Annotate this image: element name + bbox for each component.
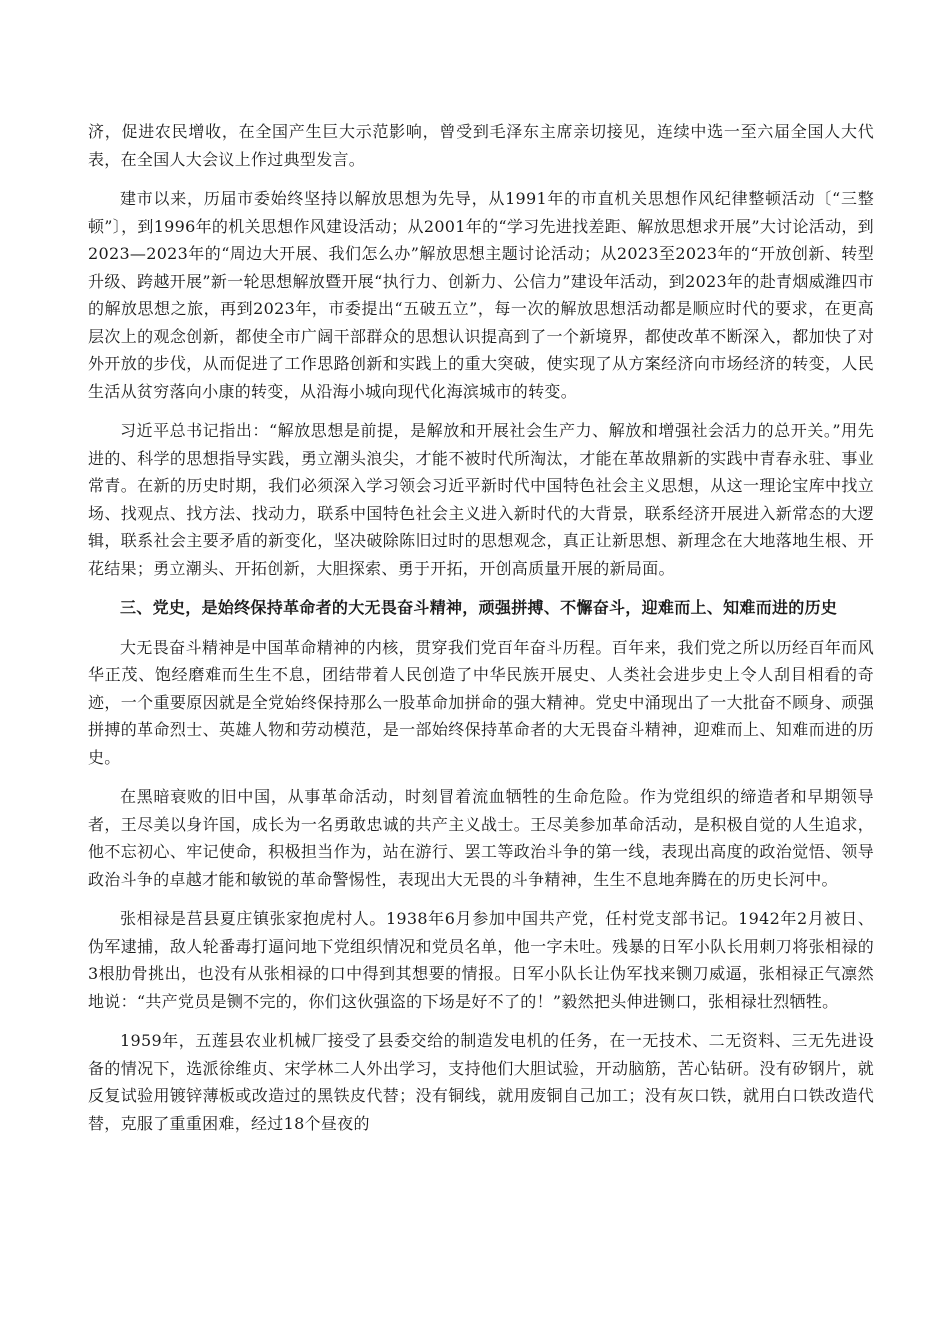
paragraph: 济，促进农民增收，在全国产生巨大示范影响，曾受到毛泽东主席亲切接见，连续中选一至六届全国人大代表，在全国人大会议上作过典型发言。 bbox=[88, 122, 874, 169]
document-page bbox=[88, 118, 874, 1149]
paragraph: 大无畏奋斗精神是中国革命精神的内核，贯穿我们党百年奋斗历程。百年来，我们党之所以历经百年而风华正茂、饱经磨难而生生不息，团结带着人民创造了中华民族开展史、人类社会进步史上令人刮目相看的奇迹，一个重要原因就是全党始终保持那么一股革命加拼命的强大精神。党史中涌现出了一大批奋不顾身、顽强拼搏的革命烈士、英雄人物和劳动模范，是一部始终保持革命者的大无畏奋斗精神，迎难而上、知难而进的历史。 bbox=[88, 637, 874, 767]
paragraph: 习近平总书记指出：“解放思想是前提，是解放和开展社会生产力、解放和增强社会活力的总开关。”用先进的、科学的思想指导实践，勇立潮头浪尖，才能不被时代所淘汰，才能在革故鼎新的实践中青春永驻、事业常青。在新的历史时期，我们必须深入学习领会习近平新时代中国特色社会主义思想，从这一理论宝库中找立场、找观点、找方法、找动力，联系中国特色社会主义进入新时代的大背景，联系经济开展进入新常态的大逻辑，联系社会主要矛盾的新变化，坚决破除陈旧过时的思想观念，真正让新思想、新理念在大地落地生根、开花结果；勇立潮头、开拓创新，大胆探索、勇于开拓，开创高质量开展的新局面。 bbox=[88, 421, 874, 578]
paragraph: 1959年，五莲县农业机械厂接受了县委交给的制造发电机的任务，在一无技术、二无资料、三无先进设备的情况下，选派徐维贞、宋学林二人外出学习，支持他们大胆试验，开动脑筋，苦心钻研。没有矽钢片，就反复试验用镀锌薄板或改造过的黑铁皮代替；没有铜线，就用废铜自己加工；没有灰口铁，就用白口铁改造代替，克服了重重困难，经过18个昼夜的 bbox=[88, 1031, 874, 1133]
paragraph: 建市以来，历届市委始终坚持以解放思想为先导，从1991年的市直机关思想作风纪律整顿活动〔“三整顿”〕，到1996年的机关思想作风建设活动；从2001年的“学习先进找差距、解放思想求开展”大讨论活动，到2023—2023年的“周边大开展、我们怎么办”解放思想主题讨论活动；从2023至2023年的“开放创新、转型升级、跨越开展”新一轮思想解放暨开展“执行力、创新力、公信力”建设年活动，到2023年的赴青烟威潍四市的解放思想之旅，再到2023年，市委提出“五破五立”，每一次的解放思想活动都是顺应时代的要求，在更高层次上的观念创新，都使全市广阔干部群众的思想认识提高到了一个新境界，都使改革不断深入，都加快了对外开放的步伐，从而促进了工作思路创新和实践上的重大突破，使实现了从方案经济向市场经济的转变，人民生活从贫穷落向小康的转变，从沿海小城向现代化海滨城市的转变。 bbox=[88, 189, 874, 401]
paragraph: 在黑暗衰败的旧中国，从事革命活动，时刻冒着流血牺牲的生命危险。作为党组织的缔造者和早期领导者，王尽美以身许国，成长为一名勇敢忠诚的共产主义战士。王尽美参加革命活动，是积极自觉的人生追求，他不忘初心、牢记使命，积极担当作为，站在游行、罢工等政治斗争的第一线，表现出高度的政治觉悟、领导政治斗争的卓越才能和敏锐的革命警惕性，表现出大无畏的斗争精神，生生不息地奔腾在的历史长河中。 bbox=[88, 787, 874, 889]
section-heading: 三、党史，是始终保持革命者的大无畏奋斗精神，顽强拼搏、不懈奋斗，迎难而上、知难而进的历史 bbox=[120, 598, 838, 617]
paragraph: 张相禄是莒县夏庄镇张家抱虎村人。1938年6月参加中国共产党，任村党支部书记。1942年2月被日、伪军逮捕，敌人轮番毒打逼问地下党组织情况和党员名单，他一字未吐。残暴的日军小队长用刺刀将张相禄的3根肋骨挑出，也没有从张相禄的口中得到其想要的情报。日军小队长让伪军找来铡刀威逼，张相禄正气凛然地说：“共产党员是铡不完的，你们这伙强盗的下场是好不了的！”毅然把头伸进铡口，张相禄壮烈牺牲。 bbox=[88, 909, 874, 1011]
